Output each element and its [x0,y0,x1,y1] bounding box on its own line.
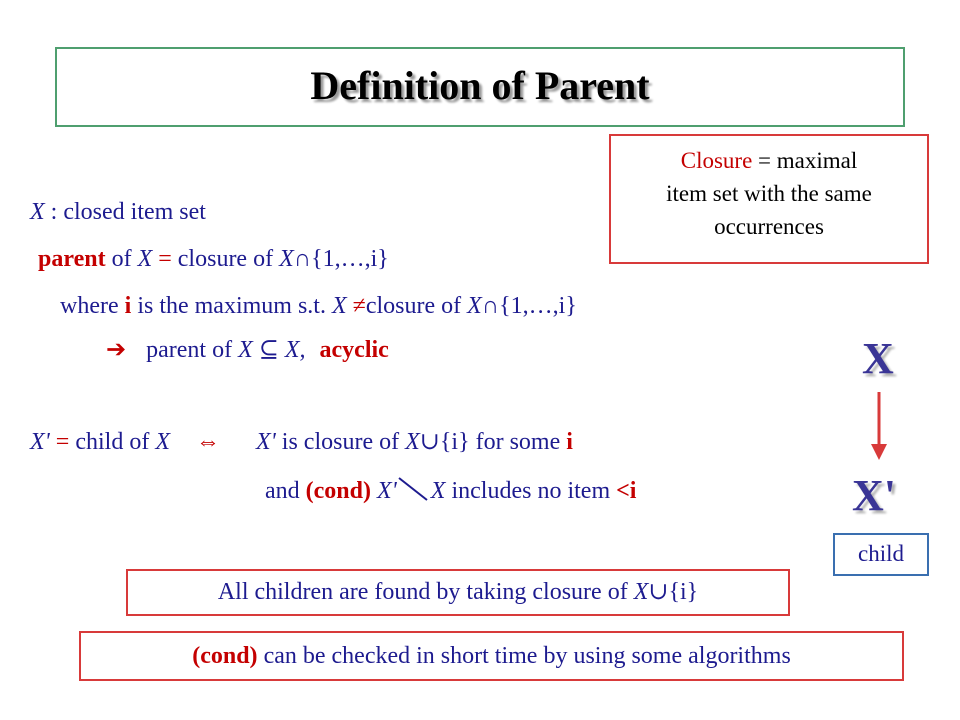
var-x: X [331,293,347,319]
cond-check-box [79,631,904,681]
var-x: X [30,199,45,225]
var-x: X [137,246,153,272]
var-x: X [633,579,649,605]
iff-arrow-icon: ⇔ [196,429,220,455]
definition-line-parent [38,245,389,273]
closure-definition-line1: = maximal [752,148,858,173]
equals-sign: = [152,246,178,272]
where-text: where [60,293,125,319]
equals-sign: = [49,429,76,455]
definition-line-closed-set [30,198,206,226]
subset-sign: ⊆ [252,337,285,363]
for-some-text: for some [469,429,567,455]
implies-arrow-icon: ➔ [106,337,127,363]
var-x: X [238,337,253,363]
closure-of-text: closure of [177,246,280,272]
parent-child-arrow-icon [868,392,890,462]
not-equal-sign: ≠ [346,293,366,319]
closure-definition-box [609,134,929,264]
set-difference-icon [397,474,431,504]
diagram-node-x-prime: X' [852,471,896,520]
of-text: of [105,246,138,272]
var-x: X [467,293,482,319]
closure-definition-line2: item set with the same [666,181,872,206]
var-x: X [405,429,420,455]
acyclic-term: acyclic [319,337,389,363]
closed-item-set-text: : closed item set [44,199,206,225]
child-of-text: child of [75,429,156,455]
found-box-text: All children are found by taking closure of [217,579,634,605]
parent-term: parent [38,246,106,272]
parent-of-text: parent of [146,337,239,363]
var-x: X, [284,337,306,363]
definition-line-where [60,292,577,320]
includes-no-item-text: includes no item [445,478,617,504]
var-x-prime: X' [377,478,397,504]
var-x: X [279,246,294,272]
diagram-node-x: X [862,334,894,383]
var-x-prime: X' [256,429,276,455]
var-i: i [566,429,573,455]
union-set: ∪{i} [419,429,470,455]
union-set: ∪{i} [648,579,699,605]
children-found-box [126,569,790,616]
cond-term: (cond) [305,478,377,504]
cond-term: (cond) [192,643,258,669]
intersection-set: ∩{1,…,i} [293,246,389,272]
child-label: child [833,533,929,576]
var-x-prime: X' [30,429,50,455]
intersection-set: ∩{1,…,i} [481,293,577,319]
closure-of-text: closure of [365,293,468,319]
definition-line-cond [265,474,636,505]
closure-term: Closure [680,148,753,173]
and-text: and [265,478,306,504]
definition-line-child [30,428,573,456]
is-closure-text: is closure of [275,429,406,455]
var-x: X [155,429,170,455]
var-i: i [124,293,132,319]
cond-box-text: can be checked in short time by using some algorithms [257,643,791,669]
closure-definition-line3: occurrences [714,214,824,239]
less-than-i: <i [616,478,637,504]
maximum-text: is the maximum s.t. [131,293,332,319]
page-title: Definition of Parent [310,63,650,108]
definition-line-acyclic [106,336,389,364]
var-x: X [430,478,446,504]
